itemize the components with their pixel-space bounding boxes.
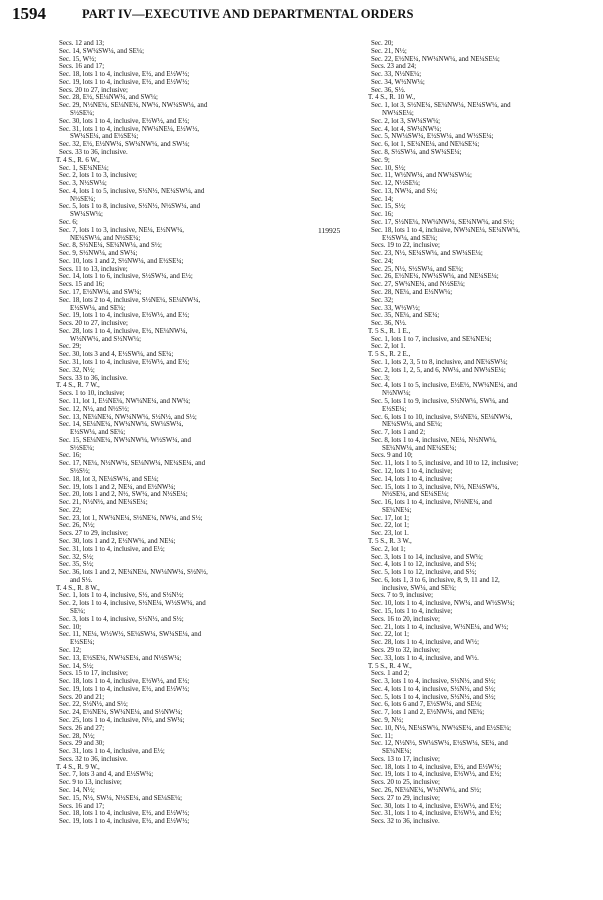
legal-description-line: Sec. 30, lots 1 to 4, inclusive, E½W½, and E½; [59, 117, 190, 125]
legal-description-line: and S½. [70, 576, 93, 584]
legal-description-line: Secs. 20 to 27, inclusive; [59, 86, 128, 94]
legal-description-line: Sec. 6, lots 6 and 7, E½SW¼, and SE¼; [371, 701, 482, 709]
legal-description-line: Sec. 36, N½. [371, 320, 407, 328]
legal-description-line: Sec. 3, lots 1 to 4, inclusive, S½N½, and S½; [59, 615, 184, 623]
legal-description-line: Sec. 28, NE¼, and E½NW¼; [371, 289, 453, 296]
legal-description-line: Secs. 32 to 36, inclusive. [371, 818, 440, 826]
legal-description-line: Sec. 26, E½NE¼, NW¼SW¼, and NE¼SE¼; [371, 273, 499, 281]
legal-description-line: Sec. 1, lots 1 to 4, inclusive, S½, and S½N½; [59, 592, 184, 600]
legal-description-line: Secs. 27 to 29, inclusive; [371, 794, 440, 802]
legal-description-line: Secs. 16 and 17; [59, 63, 105, 71]
legal-description-line: Sec. 36, S½. [371, 86, 406, 94]
legal-description-line: Sec. 10, lots 1 and 2, S½NW¼, and E½SE¼; [59, 257, 184, 265]
legal-description-line: Sec. 4, lots 1 to 4, inclusive, S½N½, and S½; [371, 685, 496, 693]
right-column [368, 40, 594, 826]
legal-description-line: Sec. 31, lots 1 to 4, inclusive, E½W½, and E½; [371, 810, 502, 818]
legal-description-line: Sec. 19, lots 1 to 4, inclusive, E½W½, and E½; [371, 771, 502, 779]
legal-description-line: Sec. 13, NW¼, and S½; [371, 187, 438, 195]
legal-description-line: SW¼SE¼, and E½SE¼; [70, 133, 139, 141]
legal-description-line: Sec. 28, lots 1 to 4, inclusive, E½, NE¼NW¼, [59, 327, 188, 335]
township-heading: T. 4 S., R. 9 W., [56, 763, 100, 771]
legal-description-line: Sec. 16; [371, 211, 394, 219]
legal-description-line: Secs. 7 to 9, inclusive; [371, 592, 434, 600]
legal-description-line: Sec. 2, lot 1; [371, 545, 406, 553]
legal-description-line: Secs. 20 to 27, inclusive; [59, 320, 128, 328]
legal-description-line: N½SE¼; [70, 195, 96, 203]
legal-description-line: Sec. 1, lots 1 to 7, inclusive, and SE¼NE¼; [371, 335, 492, 343]
legal-description-line: Sec. 19, lots 1 to 4, inclusive, E½W½, and E½; [59, 312, 190, 320]
legal-description-line: Sec. 11, NE¼, W½W½, SE¼SW¼, SW¼SE¼, and [59, 631, 202, 639]
legal-description-line: Sec. 32, N½; [59, 366, 95, 374]
township-heading: T. 4 S., R. 7 W., [56, 382, 100, 390]
legal-description-line: Sec. 15, N½, SW¼, N½SE¼, and SE¼SE¼; [59, 794, 183, 802]
legal-description-line: Secs. 32 to 36, inclusive. [59, 755, 128, 763]
legal-description-line: Sec. 9, S½NW¼, and SW¼; [59, 250, 138, 258]
legal-description-line: Sec. 25, lots 1 to 4, inclusive, N½, and SW¼; [59, 716, 185, 724]
legal-description-line: Sec. 19, lots 1 to 4, inclusive, E½, and E½W½; [59, 78, 190, 86]
legal-description-line: Sec. 29; [59, 343, 82, 351]
legal-description-line: Sec. 28, E½, SE¼NW¼, and SW¼; [59, 94, 158, 102]
legal-description-line: Sec. 28, N½; [59, 732, 95, 740]
legal-description-line: Sec. 14; [371, 195, 394, 203]
legal-description-line: Sec. 9 to 13, inclusive; [59, 779, 122, 787]
legal-description-line: Sec. 14, SW¼SW¼, and SE¼; [59, 47, 144, 55]
legal-description-line: Sec. 6, lots 1 to 10, inclusive, S½NE¼, SE¼NW¼, [371, 413, 513, 421]
margin-citation: 119925 [318, 226, 341, 235]
legal-description-line: Sec. 21, lots 1 to 4, inclusive, W½NE¼, and W½; [371, 623, 509, 631]
legal-description-line: Sec. 11, lots 1 to 5, inclusive, and 10 to 12, inclusive; [371, 460, 519, 468]
legal-description-line: Sec. 12; [59, 646, 82, 654]
township-heading: T. 5 S., R. 1 E., [368, 327, 411, 335]
legal-description-line: Sec. 10, N½, NE¼SW¼, NW¼SE¼, and E½SE¼; [371, 724, 512, 732]
legal-description-line: inclusive, SW¼, and SE¼; [382, 584, 457, 592]
legal-description-line: Sec. 22, S½N½, and S½; [59, 701, 128, 709]
legal-description-line: Secs. 11 to 13, inclusive; [59, 265, 128, 273]
legal-description-line: Sec. 19, lots 1 to 4, inclusive, E½, and E½W½; [59, 818, 190, 826]
legal-description-line: Sec. 21, N½N½, and NE¼SE¼; [59, 499, 148, 507]
legal-description-line: Secs. 27 to 29, inclusive; [59, 530, 128, 538]
legal-description-line: N½NW¼; [382, 390, 411, 398]
legal-description-line: Sec. 35, NE¼, and SE¼; [371, 312, 440, 320]
legal-description-line: Sec. 10, lots 1 to 4, inclusive, NW¼, and W½SW¼; [371, 600, 515, 608]
legal-description-line: Sec. 8, S½NE¼, SE¼NW¼, and S½; [59, 242, 162, 250]
legal-description-line: Secs. 15 to 17, inclusive; [59, 670, 128, 678]
legal-description-line: Sec. 3, lots 1 to 14, inclusive, and SW¼; [371, 553, 483, 561]
legal-description-line: Secs. 9 and 10; [371, 452, 413, 460]
legal-description-line: Sec. 2, lots 1 to 3, inclusive; [59, 172, 137, 180]
legal-description-line: S½S½; [70, 467, 90, 475]
legal-description-line: Sec. 14, S½; [59, 662, 94, 670]
legal-description-line: E½SW¼, and SE¼; [70, 429, 126, 437]
legal-description-line: Sec. 20; [371, 40, 394, 47]
legal-description-line: Sec. 33, N½NE¼; [371, 71, 422, 79]
legal-description-line: Sec. 18, lots 1 to 4, inclusive, E½, and E½W½; [371, 763, 502, 771]
legal-description-line: Sec. 17, S½NE¼, NW¼NW¼, SE¼NW¼, and S½; [371, 218, 515, 226]
legal-description-line: E½SW¼, and SE¼; [382, 234, 438, 242]
legal-description-line: Sec. 23, N½, SE¼SW¼, and SW¼SE¼; [371, 250, 483, 258]
page-number: 1594 [12, 4, 46, 23]
legal-description-line: Secs. 20 to 25, inclusive; [371, 779, 440, 787]
legal-description-line: Sec. 12, N½N½, SW¼SW¼, E½SW¼, SE¼, and [371, 740, 508, 748]
legal-description-line: Sec. 31, lots 1 to 4, inclusive, and E½; [59, 748, 165, 756]
legal-description-line: Sec. 17, NE¼, N½NW¼, SE¼NW¼, NE¼SE¼, and [59, 460, 206, 468]
legal-description-line: Secs. 16 and 17; [59, 802, 105, 810]
legal-description-line: NE¼SW¼, and N½SE¼; [70, 234, 141, 242]
legal-description-line: Sec. 23, lot 1, NW¼NE¼, S½NE¼, NW¼, and S½; [59, 514, 203, 522]
legal-description-line: Sec. 6, lot 1, SE¼NE¼, and NE¼SE¼; [371, 141, 480, 149]
township-heading: T. 4 S., R. 10 W., [368, 94, 416, 102]
legal-description-line: Sec. 4, lot 4, SW¼NW¼; [371, 125, 442, 133]
legal-description-line: Sec. 11, lot 1, E½NE¼, NW¼NE¼, and NW¼; [59, 397, 191, 405]
legal-description-line: Sec. 3, lots 1 to 4, inclusive, S½N½, and S½; [371, 678, 496, 686]
legal-description-line: Sec. 32; [371, 296, 394, 304]
legal-description-line: Sec. 5, NW¼SW¼, E½SW¼, and W½SE¼; [371, 133, 494, 141]
legal-description-line: Sec. 9; [371, 156, 390, 164]
legal-description-line: Sec. 13, E½SE¼, NW¼SE¼, and N½SW¼; [59, 654, 182, 662]
legal-description-line: Sec. 10, S½; [371, 164, 406, 172]
legal-description-line: S½SE¼; [70, 444, 95, 452]
legal-description-line: Sec. 12, N½SE¼; [371, 180, 420, 188]
legal-description-line: Sec. 7, lots 1 and 2, E½NW¼, and NE¼; [371, 709, 485, 717]
legal-description-line: Sec. 36, lots 1 and 2, NE¼NE¼, NW¼NW¼, S½N½, [59, 569, 208, 577]
legal-description-line: Sec. 26, NE¼NE¼, W½NW¼, and S½; [371, 787, 482, 794]
legal-description-line: Sec. 29, N½NE¼, SE¼NE¼, NW¼, NW¼SW¼, and [59, 102, 208, 110]
legal-description-line: Sec. 18, lots 1 to 4, inclusive, NW¼NE¼, SE¼NW¼, [371, 226, 520, 234]
legal-description-line: Sec. 30, lots 3 and 4, E½SW¼, and SE¼; [59, 351, 174, 359]
legal-description-line: E½SE¼; [70, 639, 95, 647]
legal-description-line: Sec. 31, lots 1 to 4, inclusive, E½W½, and E½; [59, 359, 190, 367]
legal-description-line: Secs. 1 and 2; [371, 670, 410, 678]
legal-description-line: Sec. 18, lots 1 to 4, inclusive, E½, and E½W½; [59, 71, 190, 79]
legal-description-line: Sec. 15, lots 1 to 3, inclusive, N½, NE¼SW¼, [371, 483, 500, 491]
running-head: PART IV—EXECUTIVE AND DEPARTMENTAL ORDERS [82, 7, 414, 21]
legal-description-line: Secs. 33 to 36, inclusive. [59, 374, 128, 382]
legal-description-line: Sec. 35, S½; [59, 561, 94, 569]
legal-description-line: Secs. 15 and 16; [59, 281, 105, 289]
legal-description-line: Sec. 6; [59, 218, 78, 226]
legal-description-line: Sec. 26, N½; [59, 522, 95, 530]
legal-description-line: Sec. 20, lots 1 and 2, N½, SW¼, and N½SE¼; [59, 491, 188, 499]
legal-description-line: Sec. 14, lots 1 to 6, inclusive, S½SW¼, and E½; [59, 273, 193, 281]
legal-description-line: Sec. 19, lots 1 to 4, inclusive, E½, and E½W½; [59, 685, 190, 693]
legal-description-line: Sec. 5, lots 1 to 4, inclusive, S½N½, and S½; [371, 693, 496, 701]
legal-description-line: Sec. 15, lots 1 to 4, inclusive; [371, 608, 453, 616]
township-heading: T. 5 S., R. 3 W., [368, 538, 412, 545]
legal-description-line: Sec. 18, lots 2 to 4, inclusive, S½NE¼, SE¼NW¼, [59, 296, 201, 304]
legal-description-line: Sec. 33, lots 1 to 4, inclusive, and W½. [371, 654, 479, 662]
legal-description-line: Sec. 3; [371, 374, 390, 382]
legal-description-line: Sec. 12, lots 1 to 4, inclusive; [371, 467, 453, 475]
legal-description-line: Sec. 25, N½, S½SW¼, and SE¼; [371, 265, 464, 273]
legal-description-line: Sec. 22, lot 1; [371, 522, 410, 530]
legal-description-line: Secs. 12 and 13; [59, 40, 105, 47]
legal-description-line: Sec. 7, lots 1 to 3, inclusive, NE¼, E½NW¼, [59, 226, 184, 234]
legal-description-line: N½SE¼, and SE¼SE¼; [382, 491, 449, 499]
legal-description-line: Sec. 9, N½; [371, 716, 404, 724]
legal-description-line: Sec. 14, N½; [59, 787, 95, 794]
legal-description-line: Sec. 5, lots 1 to 9, inclusive, S½NW¼, SW¼, and [371, 397, 509, 405]
page-header [12, 4, 593, 26]
legal-description-line: Sec. 16, lots 1 to 4, inclusive, N½NE¼, and [371, 499, 492, 507]
legal-description-line: Sec. 23, lot 1. [371, 530, 409, 538]
legal-description-line: Sec. 4, lots 1 to 12, inclusive, and S½; [371, 561, 477, 569]
legal-description-line: Sec. 1, SE¼NE¼; [59, 164, 109, 172]
legal-description-line: Sec. 6, lots 1, 3 to 6, inclusive, 8, 9, 11 and 12, [371, 576, 500, 584]
legal-description-line: Sec. 2, lots 1, 2, 5, and 6, NW¼, and NW¼SE¼; [371, 366, 506, 374]
township-heading: T. 5 S., R. 2 E., [368, 351, 411, 359]
legal-description-line: Sec. 22, E½NE¼, NW¼NW¼, and NE¼SE¼; [371, 55, 500, 63]
legal-description-line: Sec. 13, NE¼NE¼, NW¼NW¼, S½N½, and S½; [59, 413, 197, 421]
legal-description-line: Sec. 8, lots 1 to 4, inclusive, NE¼, N½NW¼, [371, 436, 497, 444]
legal-description-line: Secs. 16 to 20, inclusive; [371, 615, 440, 623]
legal-description-line: Secs. 13 to 17, inclusive; [371, 755, 440, 763]
legal-description-line: Sec. 27, SW¼NE¼, and N½SE¼; [371, 281, 465, 289]
legal-description-line: SE¼NW¼, and NE¼SE¼; [382, 444, 457, 452]
legal-description-line: Sec. 24; [371, 257, 394, 265]
legal-description-line: Sec. 17, lot 1; [371, 514, 410, 522]
legal-description-line: Sec. 21, N½; [371, 47, 407, 55]
legal-description-line: Secs. 1 to 10, inclusive; [59, 390, 125, 398]
legal-description-line: Sec. 10; [59, 623, 82, 631]
legal-description-line: Sec. 31, lots 1 to 4, inclusive, NW¼NE¼, E½W½, [59, 125, 200, 133]
legal-description-line: Sec. 7, lots 1 and 2; [371, 429, 426, 437]
legal-description-line: Sec. 4, lots 1 to 5, inclusive, E½E½, NW¼NE¼, and [371, 382, 518, 390]
legal-description-line: Sec. 16; [59, 452, 82, 460]
legal-description-line: Sec. 30, lots 1 and 2, E½NW¼, and NE¼; [59, 538, 176, 545]
township-heading: T. 4 S., R. 6 W., [56, 156, 100, 164]
legal-description-line: Sec. 18, lot 3, NE¼SW¼, and SE¼; [59, 475, 159, 483]
legal-description-line: Sec. 32, S½; [59, 553, 94, 561]
legal-description-line: Sec. 30, lots 1 to 4, inclusive, E½W½, and E½; [371, 802, 502, 810]
township-heading: T. 4 S., R. 8 W., [56, 584, 100, 592]
legal-description-line: Sec. 24, E½NE¼, SW¼NE¼, and S½NW¼; [59, 709, 183, 717]
legal-description-line: Sec. 33, W½W½; [371, 304, 420, 312]
left-column [56, 40, 284, 826]
township-heading: T. 5 S., R. 4 W., [368, 662, 412, 670]
legal-description-line: Sec. 2, lot 1. [371, 343, 406, 351]
legal-description-line: Sec. 22, lot 1; [371, 631, 410, 639]
legal-description-line: Sec. 17, E½NW¼, and SW¼; [59, 289, 142, 296]
legal-description-line: S½SE¼; [70, 110, 95, 118]
legal-description-line: W½NW¼, and S½NW¼; [70, 335, 141, 343]
legal-description-line: Sec. 8, S½SW¼, and SW¼SE¼; [371, 148, 462, 156]
legal-description-line: NE¼SW¼, and SE¼; [382, 421, 443, 429]
legal-description-line: Sec. 12, N½, and N½S½; [59, 405, 130, 413]
legal-description-line: E½SW¼, and SE¼; [70, 304, 126, 312]
legal-description-line: Secs. 19 to 22, inclusive; [371, 242, 440, 250]
legal-description-line: Secs. 33 to 36, inclusive. [59, 148, 128, 156]
legal-description-line: SW¼SW¼; [70, 211, 103, 219]
legal-description-line: NW¼SE¼; [382, 110, 414, 118]
legal-description-line: E½SE¼; [382, 405, 407, 413]
legal-description-line: Sec. 2, lots 1 to 4, inclusive, S½NE¼, W½SW¼, and [59, 600, 206, 608]
legal-description-line: SE¼NE¼; [382, 748, 412, 756]
legal-description-line: Sec. 15, SE¼NE¼, NW¼NW¼, W½SW¼, and [59, 436, 191, 444]
legal-description-line: Sec. 1, lot 3, S½NE¼, SE¼NW¼, NE¼SW¼, and [371, 102, 511, 110]
legal-description-line: Sec. 14, lots 1 to 4, inclusive; [371, 475, 453, 483]
legal-description-line: Sec. 18, lots 1 to 4, inclusive, E½, and E½W½; [59, 810, 190, 818]
legal-description-line: Sec. 28, lots 1 to 4, inclusive, and W½; [371, 639, 480, 647]
legal-description-line: SE¼NE¼; [382, 506, 412, 514]
legal-description-line: Sec. 22; [59, 506, 82, 514]
legal-description-line: Sec. 1, lots 2, 3, 5 to 8, inclusive, and NE¼SW¼; [371, 359, 508, 367]
legal-description-line: Secs. 26 and 27; [59, 724, 105, 732]
legal-description-line: Sec. 32, E½, E½NW¼, SW¼NW¼, and SW¼; [59, 141, 190, 149]
legal-description-line: Sec. 15, W½; [59, 55, 97, 63]
legal-description-line: Sec. 4, lots 1 to 5, inclusive, S½N½, NE¼SW¼, and [59, 187, 205, 195]
legal-description-line: Secs. 29 and 30; [59, 740, 105, 748]
legal-description-line: Sec. 5, lots 1 to 8, inclusive, S½N½, N½SW¼, and [59, 203, 201, 211]
legal-description-line: Sec. 5, lots 1 to 12, inclusive, and S½; [371, 569, 477, 577]
legal-description-line: Secs. 29 to 32, inclusive; [371, 646, 440, 654]
legal-description-line: Secs. 20 and 21; [59, 693, 105, 701]
legal-description-line: Secs. 23 and 24; [371, 63, 417, 71]
legal-description-line: Sec. 31, lots 1 to 4, inclusive, and E½; [59, 545, 165, 553]
legal-description-line: SE¼; [70, 608, 86, 616]
legal-description-line: Sec. 19, lots 1 and 2, NE¼, and E½NW¼; [59, 483, 176, 491]
legal-description-line: Sec. 3, N½SW¼; [59, 180, 107, 188]
legal-description-line: Sec. 7, lots 3 and 4, and E½SW¼; [59, 771, 154, 779]
legal-description-line: Sec. 2, lot 3, SW¼SW¼; [371, 117, 441, 125]
legal-description-line: Sec. 15, S½; [371, 203, 406, 211]
legal-description-line: Sec. 18, lots 1 to 4, inclusive, E½W½, and E½; [59, 678, 190, 686]
legal-description-line: Sec. 14, SE¼NE¼, NW¼NW¼, SW¼SW¼, [59, 421, 184, 429]
legal-description-line: Sec. 11; [371, 732, 393, 740]
legal-description-line: Sec. 34, W½NW¼; [371, 78, 425, 86]
legal-description-line: Sec. 11, W½NW¼, and NW¼SW¼; [371, 172, 472, 180]
